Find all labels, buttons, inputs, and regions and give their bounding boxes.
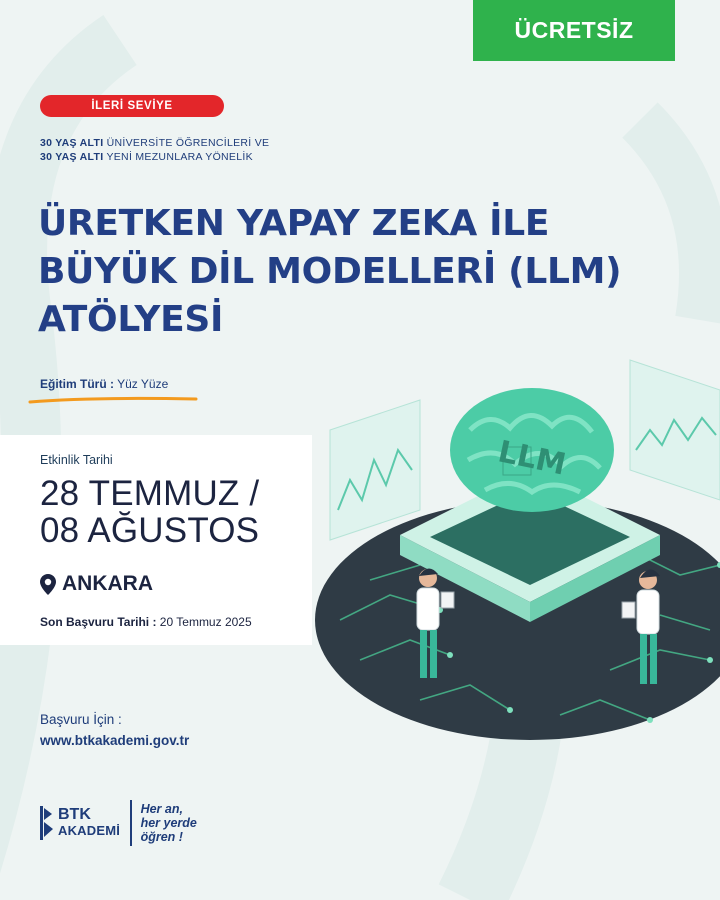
page-title [38,200,718,344]
title-line-1: ÜRETKEN YAPAY ZEKA İLE [38,203,550,244]
event-date-label: Etkinlik Tarihi [40,453,113,467]
slogan [141,802,197,844]
training-type [40,377,168,391]
application-deadline [40,615,252,629]
event-date [40,475,259,549]
location-pin-icon [40,574,56,595]
training-type-key: Eğitim Türü : [40,377,114,391]
level-pill: İLERİ SEVİYE [40,95,224,117]
title-line-3: ATÖLYESİ [38,299,224,340]
audience-age-2: 30 YAŞ ALTI [40,151,104,163]
logo-divider [130,800,132,846]
deadline-key: Son Başvuru Tarihi : [40,615,157,629]
slogan-line-3: öğren ! [140,830,183,844]
btk-akademi-logo [40,800,197,846]
apply-url-link[interactable]: www.btkakademi.gov.tr [40,733,190,748]
title-line-2: BÜYÜK DİL MODELLERİ (LLM) [38,251,622,292]
audience-age-1: 30 YAŞ ALTI [40,137,104,149]
target-audience [40,136,269,164]
audience-text-1: ÜNİVERSİTE ÖĞRENCİLERİ VE [103,137,270,149]
event-location [40,572,153,596]
location-label: ANKARA [62,572,153,595]
logo-line-2: AKADEMİ [58,823,121,838]
deadline-value: 20 Temmuz 2025 [156,615,252,629]
logo-line-1: BTK [58,806,91,823]
orange-underline [28,394,198,406]
slogan-line-2: her yerde [140,816,197,830]
slogan-line-1: Her an, [140,802,183,816]
training-type-value: Yüz Yüze [114,377,169,391]
event-date-line-2: 08 AĞUSTOS [40,511,260,550]
chart-panel-right [630,360,720,500]
chart-panel-left [330,400,420,540]
llm-chip-label: LLM [494,434,569,483]
btk-logo-icon [40,806,54,840]
llm-illustration [300,340,720,760]
audience-text-2: YENİ MEZUNLARA YÖNELİK [103,151,253,163]
event-date-line-1: 28 TEMMUZ / [40,474,260,513]
free-badge: ÜCRETSİZ [473,0,675,61]
apply-label: Başvuru İçin : [40,712,122,727]
